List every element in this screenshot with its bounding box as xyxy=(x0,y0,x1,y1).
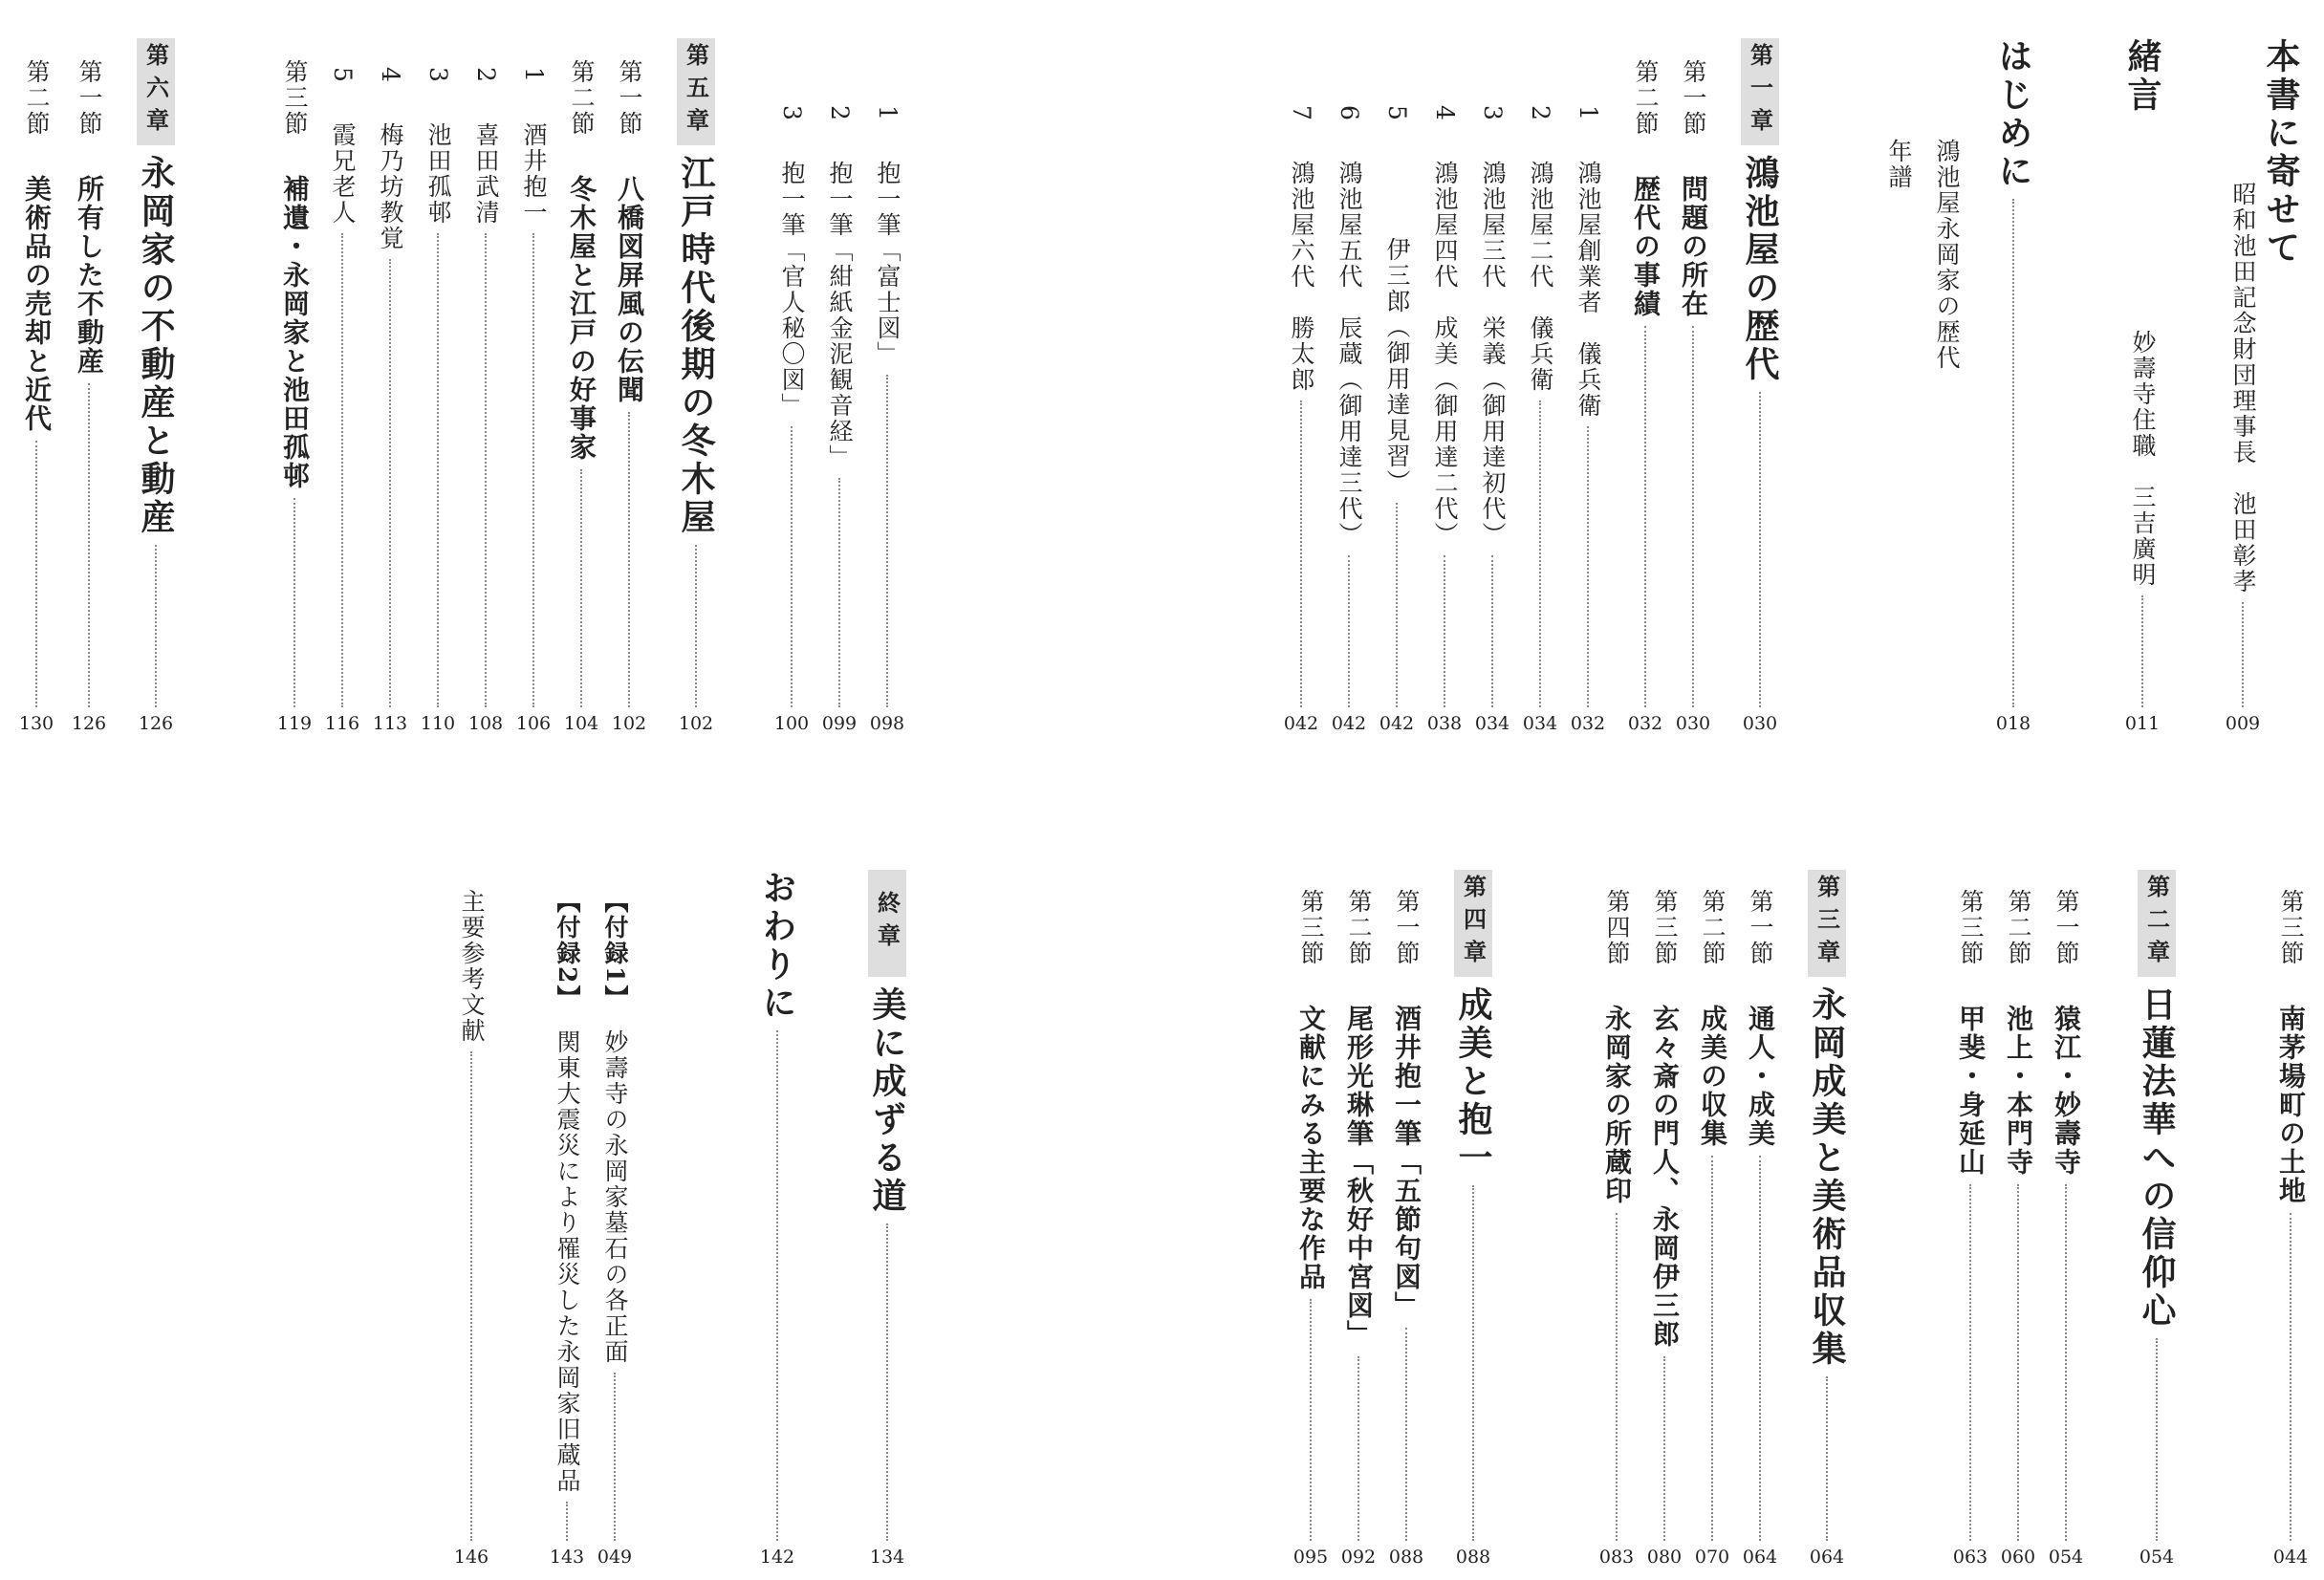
section-title: 猿江・妙壽寺 xyxy=(2051,1005,2082,1177)
section-label: 第三節 xyxy=(1957,889,1985,966)
toc-chapter-6[interactable] xyxy=(137,155,175,734)
item-num: 7 xyxy=(1288,105,1315,122)
leader-dots xyxy=(2017,1184,2019,1541)
item-num: 2 xyxy=(472,67,500,84)
toc-page: 143 xyxy=(549,1547,585,1568)
toc-item[interactable] xyxy=(772,105,811,734)
item-num: 3 xyxy=(424,67,452,84)
item-num: 2 xyxy=(1527,105,1554,122)
leader-dots xyxy=(1300,400,1302,707)
toc-page: 095 xyxy=(1292,1547,1329,1568)
toc-item[interactable] xyxy=(419,67,457,734)
section-label: 第一節 xyxy=(1393,889,1421,966)
item-num: 1 xyxy=(520,67,548,84)
section-title: 南茅場町の土地 xyxy=(2275,1005,2307,1205)
section-title: 甲斐・身延山 xyxy=(1955,1005,1987,1177)
item-title: 霞兄老人 xyxy=(329,121,357,226)
toc-page: 100 xyxy=(773,713,810,734)
toc-section[interactable] xyxy=(1645,889,1683,1568)
toc-section[interactable] xyxy=(70,59,108,734)
toc-section[interactable] xyxy=(1626,59,1664,734)
toc-page: 054 xyxy=(2048,1547,2084,1568)
toc-item[interactable] xyxy=(467,67,505,734)
chapter-badge: 第一章 xyxy=(1741,38,1779,145)
toc-page: 092 xyxy=(1340,1547,1377,1568)
section-title: 補遺・永岡家と池田孤邨 xyxy=(279,175,311,490)
toc-section[interactable] xyxy=(1339,889,1378,1568)
toc-entry-references[interactable] xyxy=(452,889,490,1568)
toc-page: 063 xyxy=(1952,1547,1988,1568)
section-label: 第二節 xyxy=(2005,889,2032,966)
toc-section[interactable] xyxy=(1951,889,1989,1568)
toc-title: 緒言 xyxy=(2122,38,2162,115)
chapter-badge: 終章 xyxy=(868,870,906,977)
leader-dots xyxy=(2065,1184,2067,1541)
toc-page: 119 xyxy=(276,713,313,734)
item-num: 4 xyxy=(1431,105,1459,122)
chapter-badge: 第三章 xyxy=(1808,870,1846,977)
leader-dots xyxy=(470,1051,472,1541)
toc-page: 054 xyxy=(2139,1547,2175,1568)
leader-dots xyxy=(437,233,439,707)
toc-item[interactable] xyxy=(820,105,858,734)
item-title: 伊三郎（御用達見習） xyxy=(1383,236,1411,495)
toc-page: 018 xyxy=(1995,713,2031,734)
toc-title: おわりに xyxy=(757,870,797,1023)
section-title: 尾形光琳筆「秋好中宮図」 xyxy=(1343,1005,1375,1349)
item-num: 2 xyxy=(826,105,854,122)
toc-appendix[interactable] xyxy=(596,889,634,1568)
toc-item[interactable] xyxy=(514,67,553,734)
leader-dots xyxy=(628,412,630,707)
leader-dots xyxy=(1616,1213,1618,1541)
toc-item[interactable] xyxy=(371,67,409,734)
section-label: 第一節 xyxy=(2053,889,2080,966)
chapter-badge: 第二章 xyxy=(2138,870,2176,977)
leader-dots xyxy=(838,478,840,707)
leader-dots xyxy=(293,498,295,707)
leader-dots xyxy=(1711,1156,1713,1541)
toc-page: 146 xyxy=(453,1547,489,1568)
toc-page: 064 xyxy=(1809,1547,1845,1568)
toc-sub-rekidai[interactable] xyxy=(1927,139,1966,425)
leader-dots xyxy=(776,1030,778,1541)
leader-dots xyxy=(2242,602,2244,707)
leader-dots xyxy=(614,1373,616,1541)
leader-dots xyxy=(566,1502,568,1541)
toc-page: 049 xyxy=(597,1547,633,1568)
toc-section[interactable] xyxy=(1741,889,1779,1568)
leader-dots xyxy=(389,259,391,707)
section-label: 第一節 xyxy=(616,59,643,137)
item-num: 1 xyxy=(874,105,901,122)
leader-dots xyxy=(1396,503,1398,707)
section-title: 酒井抱一筆「五節句図」 xyxy=(1391,1005,1423,1320)
toc-page: 060 xyxy=(2000,1547,2036,1568)
toc-page: 080 xyxy=(1646,1547,1683,1568)
toc-page: 032 xyxy=(1570,713,1606,734)
item-title: 喜田武清 xyxy=(472,121,500,226)
toc-page: 083 xyxy=(1598,1547,1635,1568)
leader-dots xyxy=(1644,326,1646,707)
toc-section[interactable] xyxy=(2271,889,2310,1568)
item-title: 抱一筆「官人秘〇図」 xyxy=(778,160,806,419)
leader-dots xyxy=(1692,326,1694,707)
toc-section[interactable] xyxy=(275,59,314,734)
toc-section[interactable] xyxy=(1597,889,1636,1568)
toc-page: 102 xyxy=(611,713,647,734)
item-num: 4 xyxy=(377,67,404,84)
item-title: 鴻池屋二代 儀兵衛 xyxy=(1527,160,1554,393)
leader-dots xyxy=(35,441,37,707)
section-label: 第二節 xyxy=(1632,59,1660,137)
leader-dots xyxy=(1969,1184,1971,1541)
toc-item[interactable] xyxy=(1378,105,1416,734)
item-num: 3 xyxy=(778,105,806,122)
item-title: 酒井抱一 xyxy=(520,121,548,226)
toc-title: 本書に寄せて xyxy=(2261,38,2301,268)
item-title: 梅乃坊教覚 xyxy=(377,121,404,251)
leader-dots xyxy=(1759,1156,1761,1541)
leader-dots xyxy=(2290,1213,2291,1541)
toc-page: 038 xyxy=(1426,713,1463,734)
toc-title: 美に成ずる道 xyxy=(867,986,907,1216)
item-title: 鴻池屋創業者 儀兵衛 xyxy=(1575,160,1602,419)
toc-section[interactable] xyxy=(1693,889,1731,1568)
toc-page: 088 xyxy=(1388,1547,1424,1568)
leader-dots xyxy=(341,233,343,707)
toc-page: 116 xyxy=(324,713,360,734)
toc-chapter-5[interactable] xyxy=(677,155,715,734)
toc-page: 030 xyxy=(1675,713,1711,734)
item-title: 抱一筆「紺紙金泥観音経」 xyxy=(826,160,854,470)
toc-page: 042 xyxy=(1283,713,1319,734)
toc-section[interactable] xyxy=(1387,889,1425,1568)
toc-page: 042 xyxy=(1379,713,1415,734)
section-label: 第三節 xyxy=(2277,889,2305,966)
toc-chapter-1[interactable] xyxy=(1741,155,1779,734)
leader-dots xyxy=(2156,1338,2158,1541)
toc-page: 030 xyxy=(1742,713,1778,734)
item-title: 抱一筆「富士図」 xyxy=(874,160,901,367)
section-title: 成美の収集 xyxy=(1697,1005,1728,1148)
toc-page: 142 xyxy=(759,1547,795,1568)
leader-dots xyxy=(580,469,582,707)
toc-item[interactable] xyxy=(1473,105,1511,734)
toc-chapter-4[interactable] xyxy=(1454,986,1492,1568)
leader-dots xyxy=(695,545,697,707)
leader-dots xyxy=(155,545,157,707)
toc-page: 110 xyxy=(420,713,456,734)
toc-page: 104 xyxy=(563,713,599,734)
section-title: 文献にみる主要な作品 xyxy=(1295,1005,1327,1291)
toc-chapter-3[interactable] xyxy=(1808,986,1846,1568)
toc-title: 主要参考文献 xyxy=(458,889,486,1044)
toc-author: 妙壽寺住職 三吉廣明 xyxy=(2129,330,2157,588)
toc-page: 070 xyxy=(1694,1547,1730,1568)
leader-dots xyxy=(88,383,90,707)
item-num: 3 xyxy=(1479,105,1507,122)
section-label: 第二節 xyxy=(1699,889,1727,966)
toc-title: 江戸時代後期の冬木屋 xyxy=(676,155,716,537)
toc-section[interactable] xyxy=(1674,59,1712,734)
leader-dots xyxy=(1310,1299,1312,1541)
toc-page: 064 xyxy=(1742,1547,1778,1568)
leader-dots xyxy=(1826,1376,1828,1541)
toc-sub-title: 鴻池屋永岡家の歴代 xyxy=(1933,139,1961,371)
item-title: 池田孤邨 xyxy=(424,121,452,226)
toc-item[interactable] xyxy=(1569,105,1607,734)
section-label: 第三節 xyxy=(281,59,309,137)
leader-dots xyxy=(1663,1356,1665,1541)
section-label: 第一節 xyxy=(1747,889,1774,966)
toc-title: 日蓮法華への信仰心 xyxy=(2137,986,2177,1331)
toc-item[interactable] xyxy=(1521,105,1559,734)
section-label: 第一節 xyxy=(1680,59,1707,137)
section-title: 冬木屋と江戸の好事家 xyxy=(566,175,597,462)
toc-entry-hajimeni[interactable] xyxy=(1994,38,2032,734)
toc-section[interactable] xyxy=(1999,889,2037,1568)
toc-page: 102 xyxy=(678,713,714,734)
toc-section[interactable] xyxy=(610,59,648,734)
item-num: 5 xyxy=(329,67,357,84)
toc-section[interactable] xyxy=(2047,889,2085,1568)
section-label: 第二節 xyxy=(23,59,51,137)
toc-page: 126 xyxy=(71,713,107,734)
toc-entry-owarini[interactable] xyxy=(758,870,796,1568)
toc-page: 113 xyxy=(372,713,408,734)
toc-page: 098 xyxy=(869,713,905,734)
appendix-title: 関東大震災により罹災した永岡家旧蔵品 xyxy=(554,1029,581,1495)
toc-page: 108 xyxy=(467,713,504,734)
leader-dots xyxy=(2012,199,2014,707)
toc-page: 042 xyxy=(1331,713,1367,734)
toc-item[interactable] xyxy=(1330,105,1368,734)
section-label: 第二節 xyxy=(568,59,596,137)
toc-appendix[interactable] xyxy=(548,889,586,1568)
toc-entry-shogen-author xyxy=(2123,330,2161,734)
section-title: 美術品の売却と近代 xyxy=(21,175,53,433)
leader-dots xyxy=(886,1223,888,1541)
toc-entry-honsho[interactable] xyxy=(2262,38,2300,734)
section-title: 玄々斎の門人、永岡伊三郎 xyxy=(1649,1005,1681,1349)
leader-dots xyxy=(1348,555,1350,707)
section-label: 第三節 xyxy=(1297,889,1325,966)
item-num: 5 xyxy=(1383,105,1411,122)
toc-item[interactable] xyxy=(323,67,361,734)
section-label: 第二節 xyxy=(1345,889,1373,966)
item-title: 鴻池屋三代 栄義（御用達初代） xyxy=(1479,160,1507,548)
section-title: 池上・本門寺 xyxy=(2003,1005,2034,1177)
section-title: 所有した不動産 xyxy=(74,175,105,376)
leader-dots xyxy=(2141,595,2143,707)
toc-title: 永岡成美と美術品収集 xyxy=(1807,986,1847,1369)
toc-title: 永岡家の不動産と動産 xyxy=(136,155,176,537)
section-title: 永岡家の所蔵印 xyxy=(1601,1005,1633,1205)
toc-final-chapter[interactable] xyxy=(868,986,906,1568)
section-title: 問題の所在 xyxy=(1678,175,1709,318)
toc-title: 成美と抱一 xyxy=(1453,986,1493,1178)
section-title: 八橋図屏風の伝聞 xyxy=(614,175,645,404)
toc-title: 鴻池屋の歴代 xyxy=(1740,155,1780,384)
toc-page: 034 xyxy=(1474,713,1510,734)
toc-page: 088 xyxy=(1455,1547,1491,1568)
toc-section[interactable] xyxy=(1292,889,1330,1568)
toc-sub-nenpu[interactable] xyxy=(1879,139,1918,253)
toc-page: 126 xyxy=(138,713,174,734)
chapter-badge: 第四章 xyxy=(1454,870,1492,977)
item-num: 1 xyxy=(1575,105,1602,122)
item-title: 鴻池屋四代 成美（御用達二代） xyxy=(1431,160,1459,548)
leader-dots xyxy=(1472,1185,1474,1541)
leader-dots xyxy=(791,426,793,707)
toc-entry-shogen[interactable] xyxy=(2123,38,2161,182)
toc-page: 032 xyxy=(1627,713,1663,734)
leader-dots xyxy=(532,233,534,707)
leader-dots xyxy=(1587,426,1589,707)
item-title: 鴻池屋六代 勝太郎 xyxy=(1288,160,1315,393)
toc-chapter-2[interactable] xyxy=(2138,986,2176,1568)
chapter-badge: 第六章 xyxy=(137,38,175,145)
item-title: 鴻池屋五代 辰蔵（御用達三代） xyxy=(1336,160,1363,548)
item-num: 6 xyxy=(1336,105,1363,122)
appendix-label: 【付録2】 xyxy=(554,889,581,1011)
toc-title: はじめに xyxy=(1993,38,2033,191)
leader-dots xyxy=(1405,1328,1407,1541)
section-label: 第四節 xyxy=(1603,889,1631,966)
leader-dots xyxy=(1491,555,1493,707)
leader-dots xyxy=(1444,555,1445,707)
toc-page: 009 xyxy=(2225,713,2261,734)
appendix-label: 【付録1】 xyxy=(601,889,629,1011)
toc-page: 034 xyxy=(1522,713,1558,734)
leader-dots xyxy=(485,233,487,707)
toc-sub-title: 年譜 xyxy=(1885,139,1913,190)
toc-page: 099 xyxy=(821,713,858,734)
toc-item[interactable] xyxy=(868,105,906,734)
toc-item[interactable] xyxy=(1425,105,1464,734)
leader-dots xyxy=(1357,1356,1359,1541)
section-title: 歴代の事績 xyxy=(1630,175,1662,318)
section-label: 第三節 xyxy=(1651,889,1679,966)
toc-page: 134 xyxy=(869,1547,905,1568)
section-title: 通人・成美 xyxy=(1745,1005,1776,1148)
leader-dots xyxy=(1539,400,1541,707)
toc-entry-honsho-author xyxy=(2224,182,2262,734)
toc-page: 130 xyxy=(18,713,54,734)
appendix-title: 妙壽寺の永岡家墓石の各正面 xyxy=(601,1029,629,1366)
toc-section[interactable] xyxy=(17,59,55,734)
toc-section[interactable] xyxy=(562,59,600,734)
toc-author: 昭和池田記念財団理事長 池田彰孝 xyxy=(2229,182,2257,595)
toc-item[interactable] xyxy=(1282,105,1320,734)
leader-dots xyxy=(1759,392,1761,707)
toc-page: 044 xyxy=(2272,1547,2309,1568)
toc-page: 106 xyxy=(515,713,552,734)
leader-dots xyxy=(886,375,888,707)
chapter-badge: 第五章 xyxy=(677,38,715,145)
toc-page: 011 xyxy=(2124,713,2161,734)
section-label: 第一節 xyxy=(76,59,103,137)
